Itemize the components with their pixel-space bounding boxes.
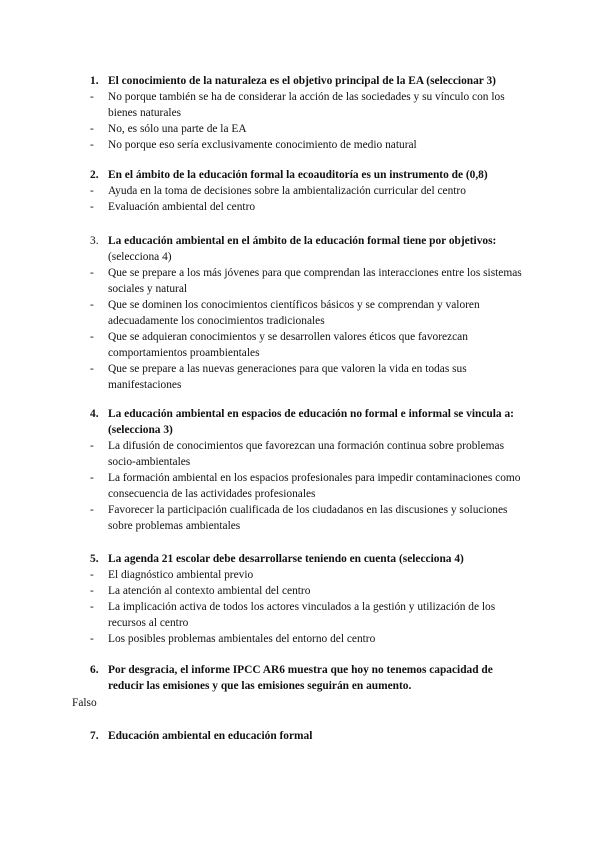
option-text: No porque también se ha de considerar la acción de las sociedades y su vínculo con los bienes naturales — [108, 91, 505, 119]
option-text: Los posibles problemas ambientales del entorno del centro — [108, 633, 376, 645]
question-2 — [90, 167, 530, 215]
question-title — [90, 551, 530, 567]
option-text: Favorecer la participación cualificada de los ciudadanos en las discusiones y soluciones sobre problemas ambientales — [108, 504, 508, 532]
list-item — [90, 137, 530, 153]
option-text: Evaluación ambiental del centro — [108, 201, 256, 213]
question-number: 3. — [90, 235, 99, 247]
list-item — [90, 89, 530, 121]
option-text: Ayuda en la toma de decisiones sobre la ambientalización curricular del centro — [108, 185, 466, 197]
option-text: La difusión de conocimientos que favorezcan una formación continua sobre problemas socio-ambientales — [108, 440, 505, 468]
dash-bullet: - — [90, 585, 94, 597]
question-number: 1. — [90, 75, 99, 87]
question-text: La educación ambiental en espacios de educación no formal e informal se vincula a: (selecciona 3) — [108, 408, 514, 436]
list-item — [90, 329, 530, 361]
list-item — [90, 199, 530, 215]
option-text: El diagnóstico ambiental previo — [108, 569, 254, 581]
question-text: En el ámbito de la educación formal la ecoauditoría es un instrumento de (0,8) — [108, 169, 488, 181]
dash-bullet: - — [90, 331, 94, 343]
list-item — [90, 631, 530, 647]
list-item — [90, 502, 530, 534]
question-text: Por desgracia, el informe IPCC AR6 muestra que hoy no tenemos capacidad de reducir las emisiones y que las emisiones seguirán en aumento. — [108, 664, 493, 692]
question-3 — [90, 233, 530, 393]
question-title — [90, 73, 530, 89]
question-title — [90, 728, 530, 744]
question-text: El conocimiento de la naturaleza es el objetivo principal de la EA (seleccionar 3) — [108, 75, 496, 87]
list-item — [90, 599, 530, 631]
list-item — [90, 361, 530, 393]
list-item — [90, 121, 530, 137]
list-item — [90, 183, 530, 199]
question-number: 7. — [90, 730, 99, 742]
dash-bullet: - — [90, 601, 94, 613]
question-5 — [90, 551, 530, 647]
dash-bullet: - — [90, 185, 94, 197]
option-list — [90, 183, 530, 215]
question-title — [90, 662, 530, 694]
option-text: Que se adquieran conocimientos y se desarrollen valores éticos que favorezcan comportamientos proambientales — [108, 331, 468, 359]
question-number: 5. — [90, 553, 99, 565]
question-6 — [90, 662, 530, 694]
option-text: La implicación activa de todos los actores vinculados a la gestión y utilización de los recursos al centro — [108, 601, 496, 629]
dash-bullet: - — [90, 633, 94, 645]
question-title — [90, 233, 530, 249]
question-1 — [90, 73, 530, 153]
list-item — [90, 297, 530, 329]
dash-bullet: - — [90, 440, 94, 452]
question-4 — [90, 406, 530, 534]
dash-bullet: - — [90, 299, 94, 311]
question-text: La educación ambiental en el ámbito de la educación formal tiene por objetivos: — [108, 235, 497, 247]
dash-bullet: - — [90, 504, 94, 516]
dash-bullet: - — [90, 201, 94, 213]
dash-bullet: - — [90, 267, 94, 279]
dash-bullet: - — [90, 123, 94, 135]
question-number: 4. — [90, 408, 99, 420]
list-item — [90, 567, 530, 583]
question-text: La agenda 21 escolar debe desarrollarse teniendo en cuenta (selecciona 4) — [108, 553, 464, 565]
question-7 — [90, 728, 530, 744]
question-title — [90, 167, 530, 183]
question-text: Educación ambiental en educación formal — [108, 730, 313, 742]
list-item — [90, 583, 530, 599]
question-number: 2. — [90, 169, 99, 181]
answer-text: Falso — [72, 697, 97, 709]
question-number: 6. — [90, 664, 99, 676]
option-text: La atención al contexto ambiental del centro — [108, 585, 311, 597]
option-text: Que se dominen los conocimientos científicos básicos y se comprendan y valoren adecuadamente los conocimientos tradicionales — [108, 299, 480, 327]
option-list — [90, 567, 530, 647]
option-text: No, es sólo una parte de la EA — [108, 123, 247, 135]
list-item — [90, 438, 530, 470]
option-text: Que se prepare a los más jóvenes para que comprendan las interacciones entre los sistemas sociales y natural — [108, 267, 522, 295]
dash-bullet: - — [90, 363, 94, 375]
dash-bullet: - — [90, 569, 94, 581]
option-list — [90, 438, 530, 534]
list-item — [90, 265, 530, 297]
option-text: No porque eso sería exclusivamente conocimiento de medio natural — [108, 139, 417, 151]
option-text: La formación ambiental en los espacios profesionales para impedir contaminaciones como consecuencia de las actividades profesionales — [108, 472, 521, 500]
option-text: Que se prepare a las nuevas generaciones para que valoren la vida en todas sus manifestaciones — [108, 363, 467, 391]
option-list — [90, 265, 530, 393]
question-title — [90, 406, 530, 438]
option-list — [90, 89, 530, 153]
list-item — [90, 470, 530, 502]
dash-bullet: - — [90, 91, 94, 103]
dash-bullet: - — [90, 139, 94, 151]
question-subtitle: (selecciona 4) — [108, 251, 172, 263]
dash-bullet: - — [90, 472, 94, 484]
